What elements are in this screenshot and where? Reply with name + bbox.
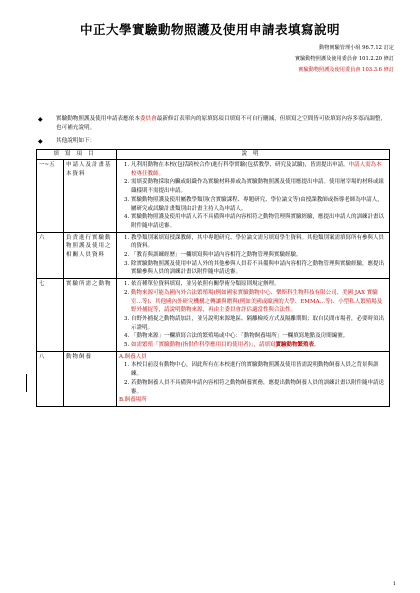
list-item <box>131 161 387 178</box>
text-segment: 若動物飼養人員不具備與申請內容相符之動物飼養實務，應提出動物飼養人員的訓練計畫以附件隨申請送審。 <box>131 379 385 395</box>
page-title: 中正大學實驗動物照護及使用申請表填寫說明 <box>79 22 340 37</box>
instruction-bullet <box>38 137 388 146</box>
row-description <box>117 232 390 279</box>
header-description: 說明 <box>117 150 390 160</box>
list-item <box>131 280 387 289</box>
text-segment: 「教育與訓練經歷」一欄填寫與申請內容相符之動物管理與實驗經驗。 <box>131 252 302 259</box>
instruction-text <box>56 115 388 133</box>
row-item: 動物飼養 <box>64 351 117 406</box>
list-item <box>131 289 387 315</box>
section-heading: B.飼養場所 <box>119 397 147 404</box>
text-segment: 實驗動物照護及使用申請表應依本 <box>56 116 140 122</box>
instruction-table <box>36 149 390 407</box>
table-row <box>37 279 390 352</box>
page-number: 1 <box>392 581 396 587</box>
row-item: 申請人及計畫基本資料 <box>64 160 117 233</box>
text-segment: 其他說明如下： <box>56 138 96 144</box>
text-segment: 除實驗動物照護及使用申請人外的其他參與人員若不具備與申請內容相符之動物管理與實驗經驗，應提出實驗參與人員的訓練計畫以附件隨申請送審。 <box>131 260 385 276</box>
diamond-bullet-icon: ◆ <box>38 138 43 145</box>
row-number: 八 <box>37 351 64 406</box>
diamond-bullet-icon: ◆ <box>38 116 43 123</box>
text-segment: 本校目前沒有動物中心，因此所有在本校進行的實驗動物照護及使用皆需說明動物飼養人員之背景與訓練。 <box>131 362 379 378</box>
revision-line-3: 實驗動物照護及使用委員會 103.3.6 修訂 <box>298 67 394 73</box>
list-item <box>131 260 387 277</box>
list-item <box>131 213 387 230</box>
text-segment: 委員會 <box>139 116 157 122</box>
list-item <box>131 234 387 251</box>
text-segment: 。 <box>314 342 320 349</box>
text-segment: 需填妥動物採取內臟或組織作為實驗材料抑或為實驗動物照護及使用應提出申請。使用屠宰場的材料或組織樣則不需提出申請。 <box>131 179 385 195</box>
row-description <box>117 160 390 233</box>
instruction-text <box>56 137 388 146</box>
table-row <box>37 232 390 279</box>
row-number: 一~五 <box>37 160 64 233</box>
text-segment: 「動物來源」一欄填寫合法的繁殖場或中心：「動物飼養場所」一欄填寫地點及房間編號。 <box>131 333 349 340</box>
text-segment: 申請人需為本校專任教師。 <box>131 162 382 177</box>
text-segment: 教學類別案填寫授課教師，其中專題研究、學位論文需另填寫學生資料。其他類別案需填寫所有參與人員的資料。 <box>131 234 385 250</box>
revision-bar <box>26 374 27 392</box>
section-heading: A.飼養人員 <box>119 353 147 360</box>
row-item: 實驗所需之動物 <box>64 279 117 352</box>
text-segment: 最新修訂表單內的原填寫項目填寫不可自行刪減，但填寫之空間皆可依填寫內容多寡而調整，也可補充說明。 <box>56 116 387 131</box>
description-list <box>119 280 387 350</box>
list-item <box>131 178 387 195</box>
list-item <box>131 315 387 332</box>
table-header-row <box>37 150 390 160</box>
header-item: 填寫項目 <box>37 150 117 160</box>
table-row <box>37 160 390 233</box>
description-list <box>119 234 387 278</box>
row-item: 負責進行實驗動物照護及使用之相關人員資料 <box>64 232 117 279</box>
text-segment: 實驗動物照護及使用申請人若不具備與申請內容相符之動物管理與實驗經驗，應提出申請人的訓練計畫以附件隨申請送審。 <box>131 214 385 229</box>
list-item <box>131 379 387 396</box>
list-item <box>131 341 387 350</box>
text-segment: 實驗動物照護及使用屬教學類別(含實驗課程、專題研究、學位論文等)由授課教師或指導老師為申請人，屬研究或試驗計畫類別由計畫主持人為申請人。 <box>131 196 383 212</box>
row-description <box>117 279 390 352</box>
list-item <box>131 361 387 378</box>
text-segment: 自野外捕捉之動物請加註，並另說明來源地區、隔離檢疫方式及隔離期間；取自民間市場者，必要時須出示證明。 <box>131 315 385 331</box>
description-list <box>119 361 387 396</box>
revision-line-1: 動物實驗管理小組 96.7.12 訂定 <box>319 45 394 51</box>
row-description <box>117 351 390 406</box>
text-segment: 動物來源可能為國內外合法繁殖場(例如國家實驗動物中心、樂斯科生物科技有限公司、美國 JAX 實驗室…等)、其他國內外研究機構之轉讓與贈與(例如美國或歐洲的大學、EMMA…等)、小型私人繁殖場及野外捕捉等，請說明動物來源，再由主委員會評估適當性與合法性。 <box>131 289 383 314</box>
row-number: 六 <box>37 232 64 279</box>
text-segment: 凡利用動物在本校(包括跨校合作)進行科學實驗(包括教學、研究及試驗)，皆需提出申請。 <box>131 162 349 168</box>
list-item <box>131 196 387 213</box>
text-segment: 依育種單位資料填寫，並另依照有關學術分類原則規定辦理。 <box>131 281 280 288</box>
text-segment: 如需繁殖「實驗動物(指供作科學應用目的使用者)」，請填寫 <box>131 342 276 349</box>
revision-line-2: 實驗動物照護及使用委員會 101.2.20 修訂 <box>294 56 394 62</box>
table-row <box>37 351 390 406</box>
list-item <box>131 251 387 260</box>
instruction-bullet <box>38 115 388 133</box>
row-number: 七 <box>37 279 64 352</box>
description-list <box>119 161 387 231</box>
list-item <box>131 332 387 341</box>
text-segment: 實驗動物繁殖表 <box>275 342 315 349</box>
